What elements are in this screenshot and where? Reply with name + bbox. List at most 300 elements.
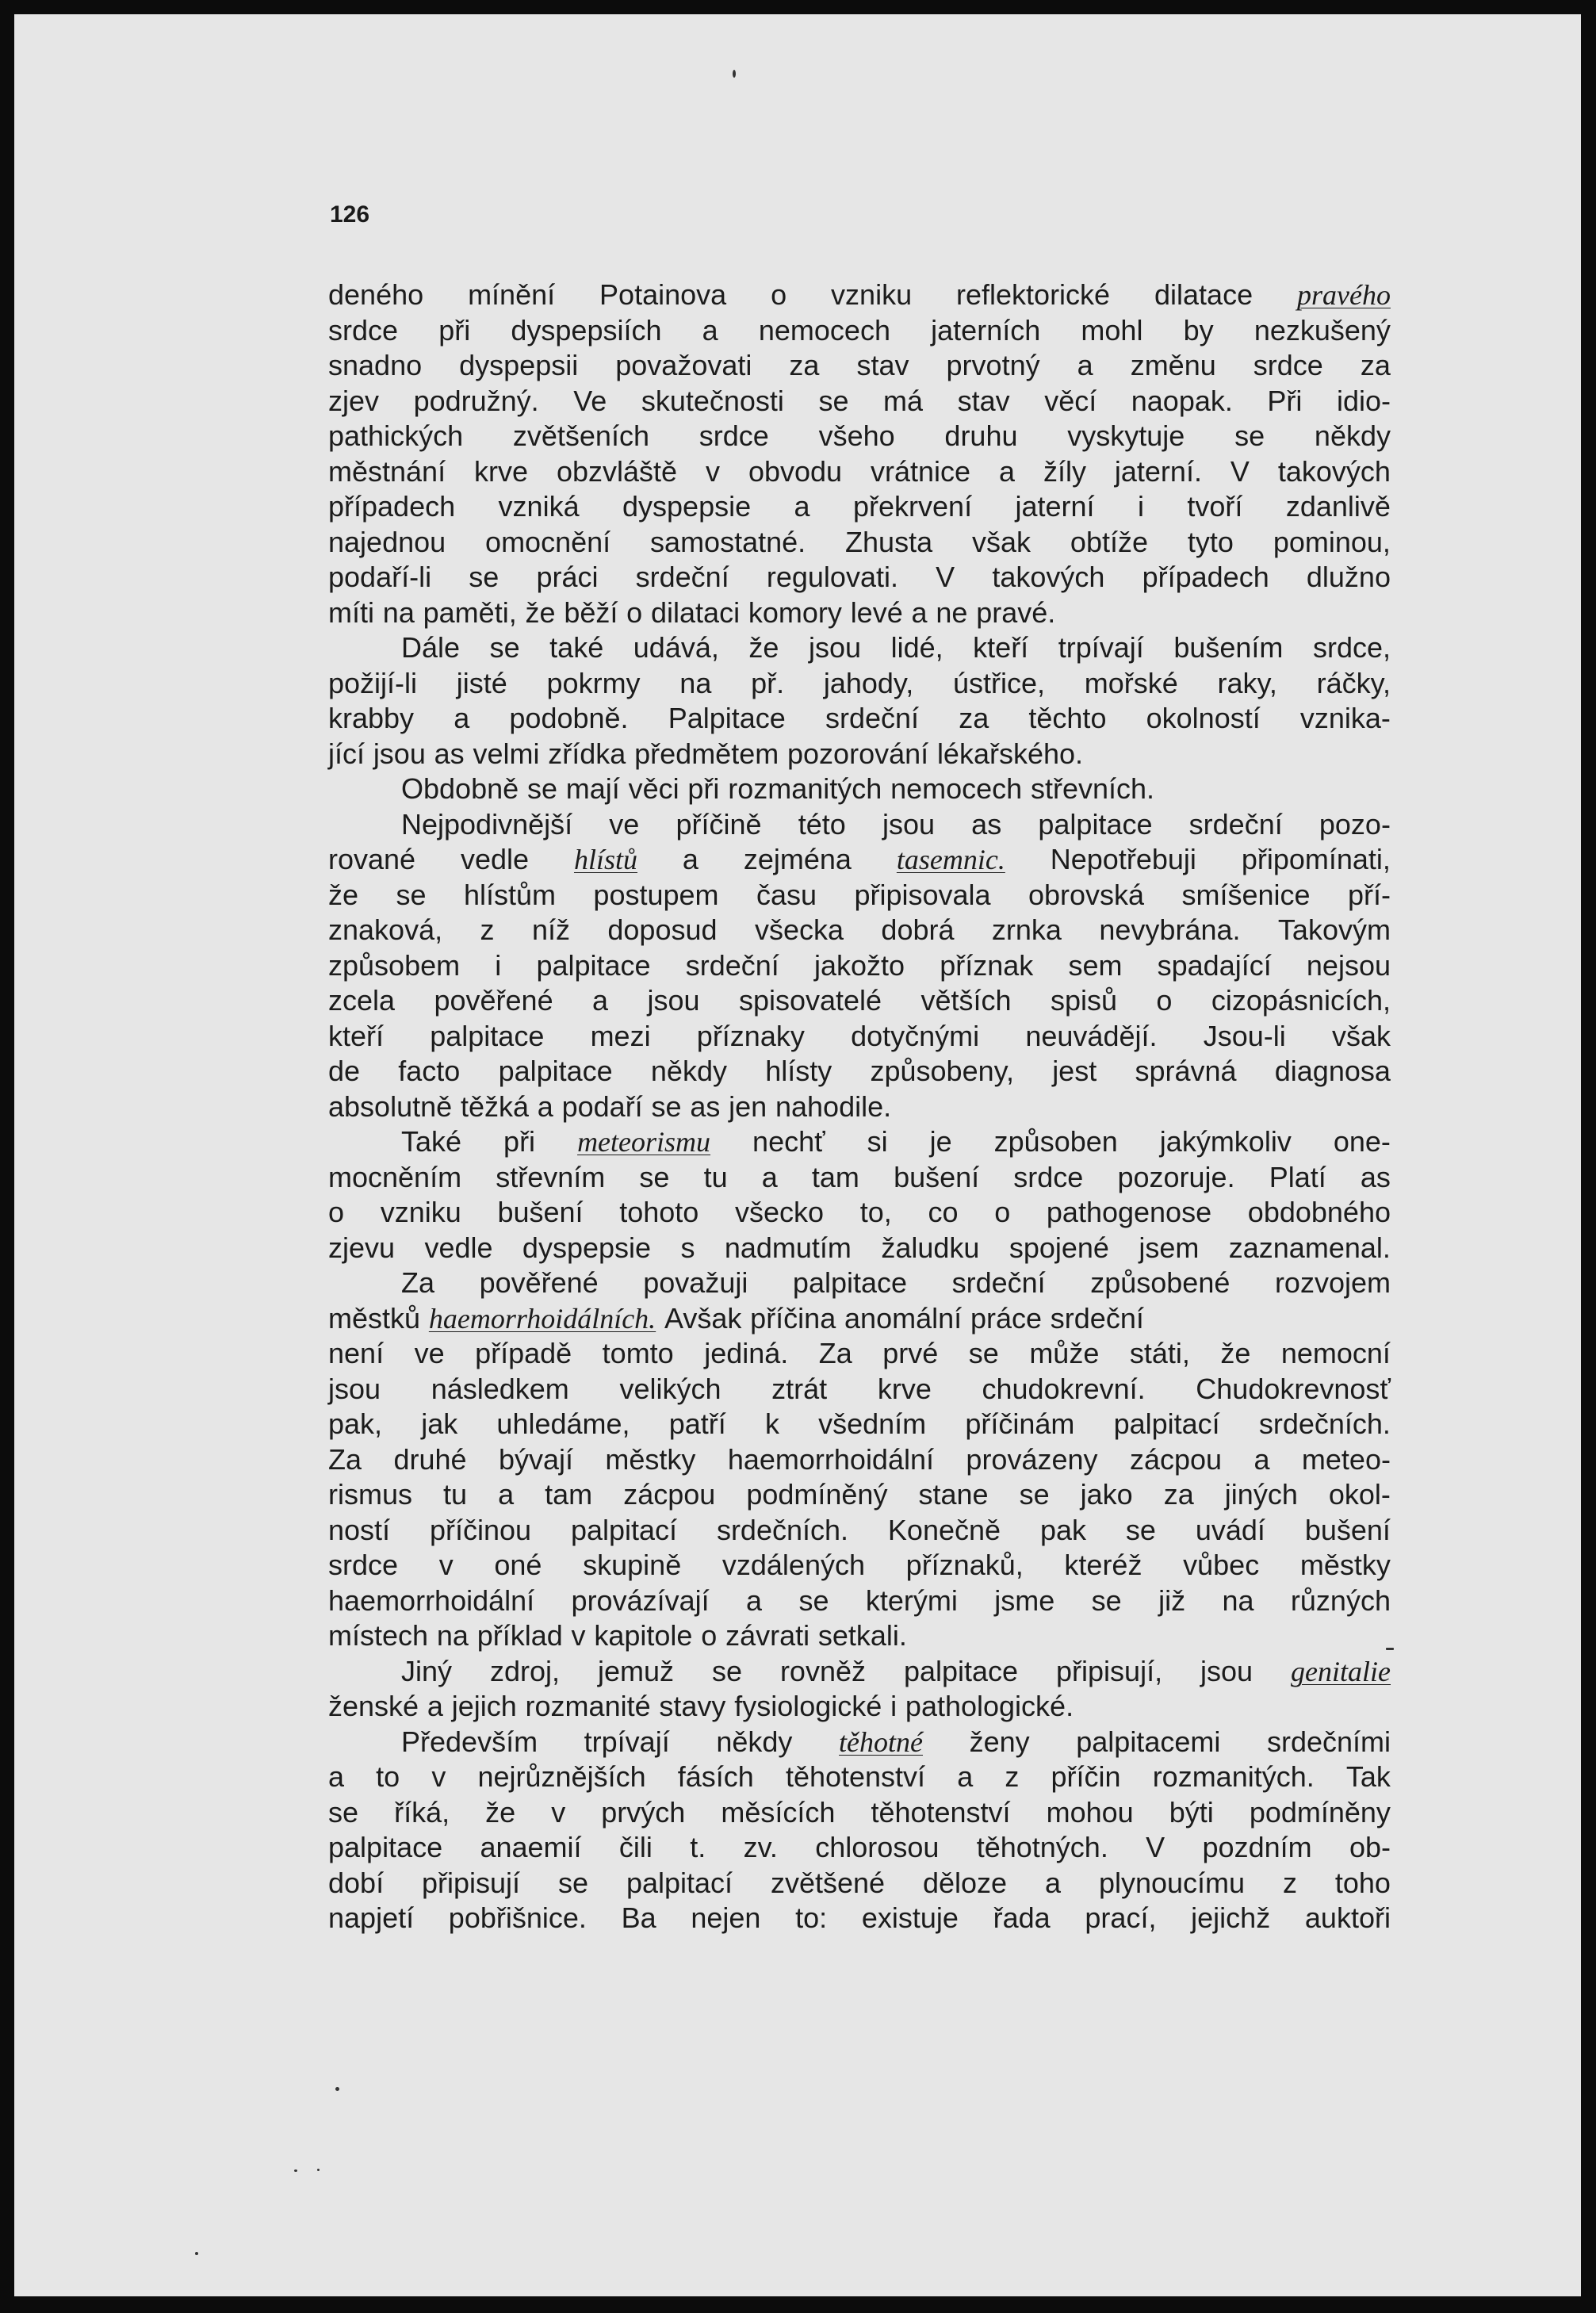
word: prvých [601,1795,686,1829]
word: o [1156,984,1173,1017]
word: naopak. [1131,384,1233,417]
text-line [328,384,1391,419]
word: o [626,595,643,629]
word: palpitací [626,1866,733,1899]
word: srdce [328,313,399,347]
text-line [328,1830,1391,1866]
word: zaznamenal. [1228,1231,1391,1264]
word: prvotný [946,349,1040,381]
text-line [328,1407,1391,1442]
word: hlístům [463,878,556,911]
word: př. [751,666,785,699]
word: zv. [743,1831,778,1863]
word: nechť [752,1125,825,1158]
text-line [328,1795,1391,1831]
word: palpitace [430,1019,545,1052]
word: velmi [473,737,540,770]
word: příklad [477,1619,563,1652]
word: střevním [496,1160,606,1193]
word: věcí [1044,384,1097,417]
word: že [485,1795,516,1829]
word: se [711,1654,742,1687]
word: jako [1080,1478,1133,1511]
word: takových [1277,454,1391,488]
text-line [328,1195,1391,1231]
word: již [1158,1583,1186,1617]
word: Zhusta [845,525,933,558]
word: že [1220,1337,1251,1369]
word: Při [1267,384,1303,417]
word: pověřené [479,1266,599,1299]
word: a [1253,1442,1270,1476]
scan-speck [1386,1648,1394,1650]
word: příčinou [429,1513,532,1546]
word: takových [992,561,1105,593]
text-line [328,454,1391,490]
word: připisují, [1056,1654,1163,1687]
word: Jiný [401,1654,453,1687]
text-line [328,666,1391,702]
word: okol- [1328,1478,1391,1511]
word: v [438,1549,454,1581]
word: se [1091,1583,1122,1617]
text-line [328,1019,1391,1055]
word: jiných [1224,1478,1298,1511]
text-line [328,1266,1391,1301]
word: lékařského. [936,737,1084,770]
word: také [549,631,604,664]
word: podmíněný [746,1478,888,1511]
word: jejich [451,1690,517,1722]
word: t. [690,1831,706,1863]
text-line [328,842,1391,878]
word: děloze [922,1866,1008,1899]
word: tam [545,1478,593,1511]
word: že [748,631,779,664]
word: as [690,1089,721,1123]
emphasized-word: meteorismu [577,1126,711,1158]
word: případech [1142,561,1269,593]
word: vůbec [1183,1549,1260,1581]
text-line [328,948,1391,984]
page-number: 126 [330,201,370,228]
word: doposud [607,913,718,946]
word: věci [628,772,679,805]
word: paměti, [423,595,517,629]
word: bušení [894,1160,980,1193]
word: vzniku [380,1196,461,1228]
word: i [495,948,502,982]
word: smíšenice [1181,878,1311,911]
text-line [328,630,1391,666]
word: dotyčnými [851,1019,980,1052]
word: způsobeny, [870,1055,1014,1087]
word: příznaků, [905,1549,1024,1581]
word: se [396,878,427,911]
word: městky [605,1442,696,1476]
word: ženské [328,1690,419,1722]
word: podaří [561,1089,643,1123]
text-line [328,489,1391,525]
word: podaří-li [328,561,432,593]
word: Nepotřebuji [1050,843,1196,875]
word: pak, [328,1407,383,1440]
word: one- [1333,1125,1391,1158]
word: městků [328,1301,421,1335]
word: jsme [994,1583,1055,1617]
word: při [503,1125,536,1158]
word: místech [328,1619,429,1652]
word: tyto [1187,525,1234,558]
word: bušení [1304,1513,1391,1546]
word: se [798,1583,829,1617]
word: chudokrevní. [982,1372,1146,1405]
word: velikých [619,1372,721,1405]
emphasized-word: genitalie [1291,1655,1391,1687]
word: z [480,913,495,946]
word: příznak [940,948,1034,982]
word: zvětšeních [512,419,649,452]
word: měsících [721,1795,836,1829]
text-line [328,1583,1391,1619]
word: městnání [328,454,446,488]
word: nezkušený [1253,313,1391,347]
word: mořské [1084,666,1178,699]
word: se [1019,1478,1050,1511]
word: ne [936,595,968,629]
word: řada [993,1901,1051,1934]
word: trpívají [584,1725,670,1758]
word: ve [609,807,640,841]
text-line [328,1301,1391,1337]
word: Především [401,1725,538,1758]
word: příčina [750,1301,836,1335]
word: dilataci [651,595,741,629]
word: zdanlivě [1285,490,1391,523]
word: bušení [497,1196,584,1228]
word: anomální [844,1301,963,1335]
word: rovněž [779,1654,866,1687]
word: pozo- [1319,807,1391,841]
word: dilatace [1154,278,1253,311]
word: nevybrána. [1099,913,1241,946]
word: způsobem [328,948,461,982]
word: srdeční [825,702,920,734]
emphasized-word: těhotné [839,1725,923,1758]
word: se [651,1089,682,1123]
word: tvoří [1187,490,1243,523]
word: v [431,1760,446,1793]
word: pří- [1348,878,1391,911]
word: ústřice, [952,666,1046,699]
word: říká, [394,1795,450,1829]
word: patří [668,1407,726,1440]
word: za [1360,349,1391,381]
emphasized-word: haemorrhoidálních. [428,1302,656,1335]
word: zácpou [623,1478,716,1511]
word: jaterních [931,313,1041,347]
word: tomto [602,1337,674,1369]
word: pravé. [976,595,1056,629]
word: omocnění [485,525,611,558]
word: krve [474,454,529,488]
text-line [328,525,1391,561]
text-line [328,348,1391,384]
word: as [971,807,1002,841]
word: pathogenose [1046,1196,1212,1228]
word: komory [748,595,842,629]
word: tam [811,1160,859,1193]
word: jící [328,737,366,770]
word: Také [401,1125,462,1158]
word: deného [328,278,424,311]
word: způsobené [1090,1266,1230,1299]
word: jaterní [1015,490,1095,523]
word: však [972,525,1031,558]
word: vedle [461,843,530,875]
word: pak [1039,1513,1086,1546]
text-line [328,1054,1391,1089]
word: toho [1334,1866,1391,1899]
word: existuje [861,1901,959,1934]
word: a [1044,1866,1062,1899]
word: ností [328,1513,391,1546]
word: za [1163,1478,1194,1511]
text-line [328,913,1391,948]
word: tu [703,1160,728,1193]
word: jakýmkoliv [1159,1125,1292,1158]
word: vzdálených [721,1549,865,1581]
word: ztrát [771,1372,828,1405]
word: jsem [1139,1231,1200,1264]
word: a [427,1690,443,1722]
word: jediná. [704,1337,789,1369]
word: z [1005,1760,1020,1793]
word: neuvádějí. [1025,1019,1158,1052]
text-line [328,701,1391,737]
word: obdobného [1247,1196,1391,1228]
scan-speck [317,2169,320,2171]
word: zdroj, [489,1654,561,1687]
word: ženy [969,1725,1030,1758]
word: požijí-li [328,666,418,699]
word: Konečně [887,1513,1001,1546]
word: považuji [643,1266,748,1299]
word: bývají [498,1442,573,1476]
text-line [328,1725,1391,1760]
word: a [1077,349,1093,381]
word: se [1125,1513,1156,1546]
word: nejrůznějších [477,1760,646,1793]
word: facto [398,1055,461,1087]
word: střevních. [1030,772,1155,805]
word: a [998,454,1016,488]
word: a [957,1760,974,1793]
word: palpitace [903,1654,1019,1687]
word: snadno [328,349,423,381]
word: skupině [583,1549,682,1581]
word: kteří [973,631,1029,664]
word: překrvení [853,490,973,523]
word: okolností [1146,702,1261,734]
word: s [680,1231,695,1264]
word: prvé [882,1337,939,1369]
word: druhu [944,419,1018,452]
word: palpitace [792,1266,908,1299]
word: reflektorické [956,278,1111,311]
word: o [994,1196,1011,1228]
word: a [498,1478,515,1511]
text-line [328,1513,1391,1549]
word: že [525,595,556,629]
word: v [706,454,720,488]
word: pokrmy [546,666,641,699]
word: městky [1299,1549,1391,1581]
word: stav [856,349,909,381]
word: podružný. [413,384,539,417]
word: Potainova [599,278,727,311]
word: dyspepsie [522,1231,652,1264]
word: příčin [1051,1760,1121,1793]
word: se [1234,419,1265,452]
word: cizopásnicích, [1211,984,1391,1017]
emphasized-word: tasemnic. [896,844,1005,875]
word: srdeční [951,1266,1046,1299]
word: oné [494,1549,542,1581]
word: této [798,807,846,841]
word: stav [957,384,1010,417]
word: zejména [743,843,852,875]
word: pozorování [787,737,929,770]
word: nahodile. [775,1089,892,1123]
word: dobrá [881,913,955,946]
word: že [328,878,359,911]
word: mají [565,772,620,805]
word: Za [328,1442,362,1476]
word: se [557,1866,589,1899]
word: na [679,666,712,699]
word: srdečními [1266,1725,1391,1758]
emphasized-word: hlístů [573,844,637,875]
word: vrátnice [870,454,971,488]
text-line [328,419,1391,454]
word: prací, [1085,1901,1157,1934]
word: levé [850,595,903,629]
word: jsou [373,737,426,770]
word: palpitací [570,1513,678,1546]
scan-speck [733,70,736,78]
word: spisovatelé [738,984,882,1017]
word: mohou [1046,1795,1134,1829]
word: Obdobně [401,772,519,805]
word: změnu [1130,349,1216,381]
word: stavy [659,1690,726,1722]
word: větších [920,984,1012,1017]
word: fysiologické [734,1690,882,1722]
word: připomínati, [1241,843,1391,875]
text-line [328,1124,1391,1160]
text-line [328,1442,1391,1478]
text-line [328,1654,1391,1690]
word: pověřené [434,984,553,1017]
word: času [756,878,817,911]
word: jsou [647,984,700,1017]
word: vzniku [831,278,913,311]
word: případě [475,1337,572,1369]
word: mezi [590,1019,651,1052]
word: práce [970,1301,1042,1335]
word: srdce [328,1549,399,1581]
word: čili [618,1831,653,1863]
word: druhé [393,1442,467,1476]
word: všecka [754,913,844,946]
word: mocněním [328,1160,462,1193]
scan-speck [294,2169,297,2172]
text-line [328,1901,1391,1936]
word: následkem [431,1372,569,1405]
word: srdečních. [1258,1407,1391,1440]
word: nejen [691,1901,761,1934]
word: regulovati. [766,561,898,593]
word: připisovala [854,878,991,911]
word: zřídka [548,737,626,770]
word: si [867,1125,888,1158]
word: se [328,1795,359,1829]
word: rozvojem [1274,1266,1391,1299]
word: zcela [328,984,396,1017]
word: Platí [1269,1160,1326,1193]
word: skutečnosti [641,384,784,417]
text-line [328,1477,1391,1513]
text-line [328,1372,1391,1407]
word: závrati [725,1619,810,1652]
word: různých [1290,1583,1391,1617]
word: se [526,772,557,805]
word: Ba [621,1901,656,1934]
word: provázeny [966,1442,1098,1476]
word: všeho [818,419,895,452]
word: může [1029,1337,1100,1369]
word: příčinám [965,1407,1075,1440]
text-line [328,595,1391,631]
word: krve [877,1372,932,1405]
text-line [328,772,1391,807]
word: co [928,1196,959,1228]
word: vznika- [1299,702,1391,734]
word: má [883,384,924,417]
scanned-page [14,14,1581,2296]
word: uvádí [1195,1513,1265,1546]
word: a [702,313,718,347]
word: práci [536,561,599,593]
word: o [771,278,787,311]
scan-speck [195,2252,198,2255]
word: nejsou [1306,948,1391,982]
word: případech [328,490,456,523]
word: trpívají [1058,631,1144,664]
word: srdce [1253,349,1323,381]
word: as [434,737,465,770]
text-line [328,560,1391,595]
word: srdečních. [716,1513,849,1546]
word: jak [421,1407,458,1440]
word: srdeční [1050,1301,1144,1335]
word: zjevu [328,1231,396,1264]
word: někdy [716,1725,793,1758]
word: to, [859,1196,892,1228]
word: kteréž [1064,1549,1142,1581]
word: srdce [1013,1160,1084,1193]
